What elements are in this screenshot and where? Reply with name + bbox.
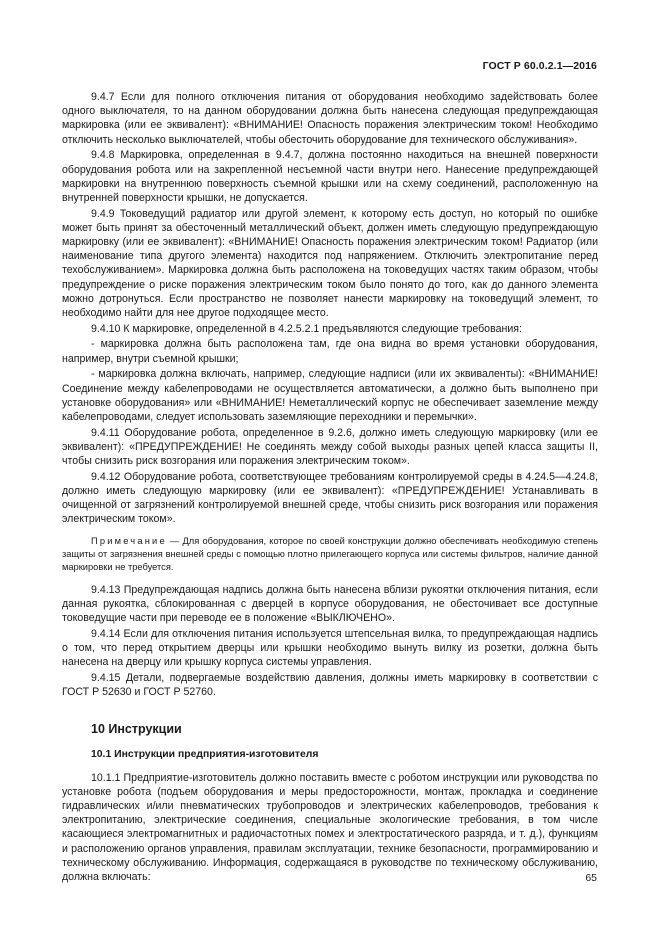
subsection-heading-10-1: 10.1 Инструкции предприятия-изготовителя bbox=[91, 749, 319, 761]
note-text: — Для оборудования, которое по своей конструкции должно обеспечивать необходимую степень защиты от загрязнения внешней среды с помощью плотно прилегающего корпуса или системы фильтров, наличие данной маркировки не требуется. bbox=[62, 535, 598, 572]
paragraph-9-4-10-item-b: - маркировка должна включать, например, следующие надписи (или их эквиваленты): «ВНИМАНИЕ! Соединение между кабелепроводами не осуществляется автоматически, а должно быть выполнено при установке оборудования» или «ВНИМАНИЕ! Неметаллический корпус не обеспечивает заземление между кабелепроводами, следует использовать заземляющие переходники и перемычки». bbox=[62, 368, 598, 423]
paragraph-9-4-14: 9.4.14 Если для отключения питания используется штепсельная вилка, то предупреждающая надпись о том, что перед открытием дверцы или крышки необходимо вынуть вилку из розетки, должна быть нанесена на дверцу или крышку корпуса системы управления. bbox=[62, 627, 598, 669]
note-label: Примечание bbox=[91, 535, 167, 546]
section-heading-10: 10 Инструкции bbox=[91, 722, 182, 737]
note bbox=[62, 535, 598, 574]
standard-header: ГОСТ Р 60.0.2.1—2016 bbox=[482, 60, 597, 72]
paragraph-9-4-15: 9.4.15 Детали, подвергаемые воздействию давления, должны иметь маркировку в соответствии с ГОСТ Р 52630 и ГОСТ Р 52760. bbox=[62, 671, 598, 699]
page-number: 65 bbox=[585, 872, 597, 884]
paragraph-9-4-10-item-a: - маркировка должна быть расположена там, где она видна во время установки оборудования, например, внутри съемной крышки; bbox=[62, 338, 598, 365]
paragraph-9-4-10: 9.4.10 К маркировке, определенной в 4.2.5.2.1 предъявляются следующие требования: bbox=[91, 322, 522, 335]
paragraph-9-4-7: 9.4.7 Если для полного отключения питания от оборудования необходимо задействовать более одного выключателя, то на данном оборудовании должна быть нанесена следующая предупреждающая маркировка (или ее эквивалент): «ВНИМАНИЕ! Опасность поражения электрическим током! Необходимо отключить несколько выключателей, чтобы обесточить оборудование для технического обслуживания». bbox=[62, 91, 598, 146]
paragraph-9-4-12: 9.4.12 Оборудование робота, соответствующее требованиям контролируемой среды в 4.24.5—4.24.8, должно иметь следующую маркировку (или ее эквивалент): «ПРЕДУПРЕЖДЕНИЕ! Устанавливать в очищенной от загрязнений контролируемой внешней среде, чтобы снизить риск возгорания или поражения электрическим током». bbox=[62, 470, 598, 526]
paragraph-10-1-1: 10.1.1 Предприятие-изготовитель должно поставить вместе с роботом инструкции или руководства по установке робота (подъем оборудования и меры предосторожности, монтаж, прокладка и соединение гидравлических и/или пневматических трубопроводов и электрических кабелепроводов, требования к электропитанию, электрические соединения, специальные экологические требования, в том числе касающиеся электромагнитных и радиочастотных помех и электростатического разряда, и т. д.), функциям и расположению органов управления, правилам эксплуатации, технике безопасности, программированию и техническому обслуживанию. Информация, содержащаяся в руководстве по техническому обслуживанию, должна включать: bbox=[62, 771, 598, 884]
paragraph-9-4-11: 9.4.11 Оборудование робота, определенное в 9.2.6, должно иметь следующую маркировку (или ее эквивалент): «ПРЕДУПРЕЖДЕНИЕ! Не соединять между собой выходы разных цепей класса защиты II, чтобы снизить риск возгорания или поражения электрическим током». bbox=[62, 426, 598, 468]
paragraph-9-4-13: 9.4.13 Предупреждающая надпись должна быть нанесена вблизи рукоятки отключения питания, если данная рукоятка, сблокированная с дверцей в корпусе оборудования, не обесточивает все доступные токоведущие части при переводе ее в положение «ВЫКЛЮЧЕНО». bbox=[62, 583, 598, 624]
document-body bbox=[62, 90, 598, 886]
paragraph-9-4-8: 9.4.8 Маркировка, определенная в 9.4.7, должна постоянно находиться на внешней поверхности оборудования робота или на закрепленной несъемной части внутри него. Нанесение предупреждающей маркировки на внутреннюю поверхность съемной крышки или на схему соединений, расположенную на внутренней поверхности крышки, не допускается. bbox=[62, 149, 598, 204]
paragraph-9-4-9: 9.4.9 Токоведущий радиатор или другой элемент, к которому есть доступ, но который по ошибке может быть принят за обесточенный металлический объект, должен иметь следующую предупреждающую маркировку (или ее эквивалент): «ВНИМАНИЕ! Опасность поражения электрическим током! Радиатор (или наименование типа другого элемента) находится под напряжением. Отключить электропитание перед техобслуживанием». Маркировка должна быть расположена на токоведущих частях таким образом, чтобы предупреждение о риске поражения электрическим током было понято до того, как до данного элемента можно дотронуться. Если пространство не позволяет нанести маркировку на токоведущий элемент, то необходимо найти для нее другое подходящее место. bbox=[62, 207, 598, 320]
